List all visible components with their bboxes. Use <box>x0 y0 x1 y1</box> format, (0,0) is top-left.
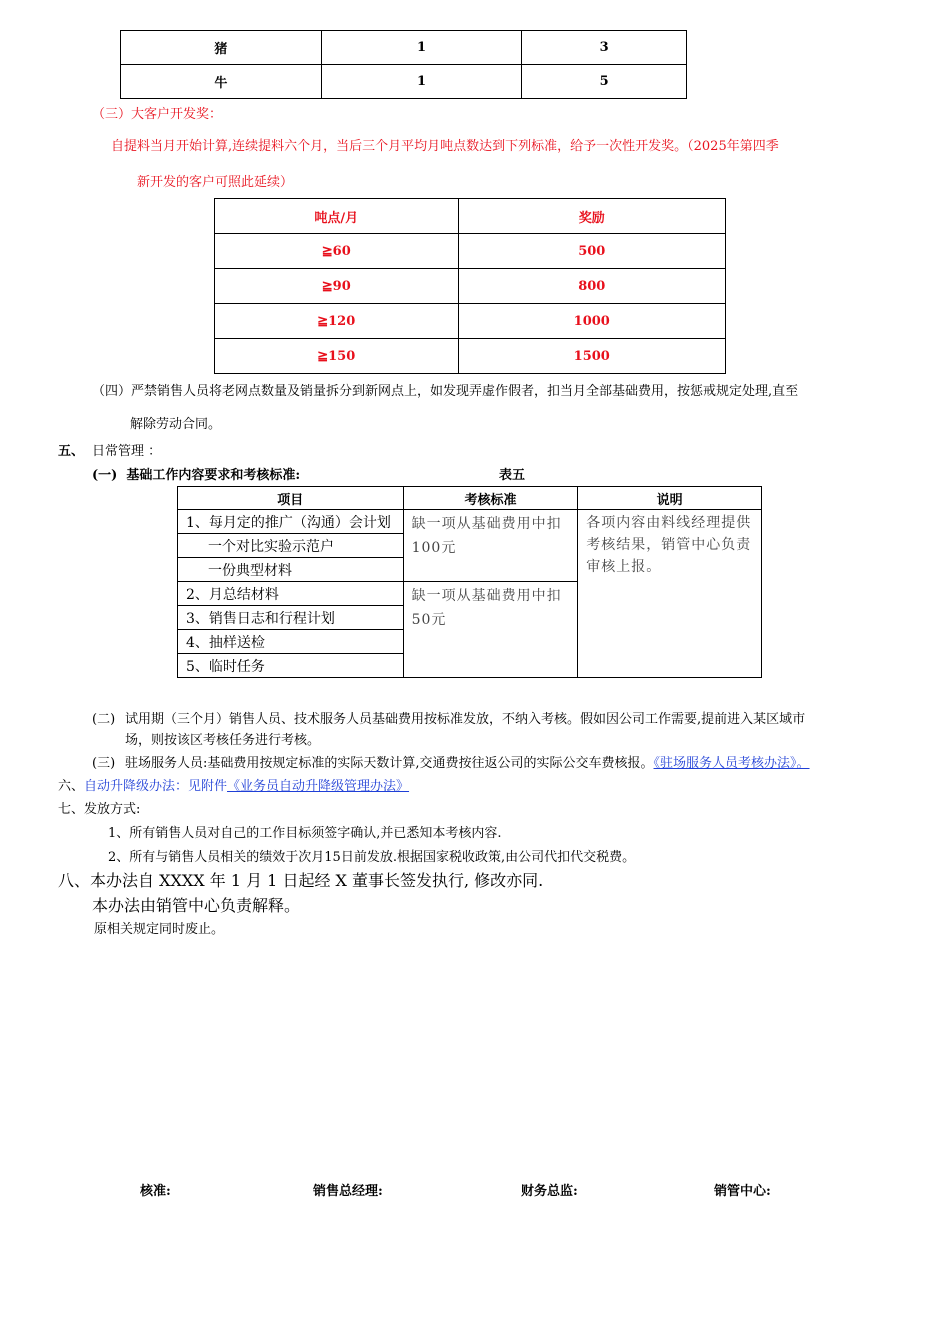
table-cell: 猪 <box>121 31 322 65</box>
standard-cell: 缺一项从基础费用中扣50元 <box>403 582 578 678</box>
table-row <box>215 304 726 339</box>
signature-finance-label: 财务总监: <box>521 1184 578 1199</box>
item-cell: 5、临时任务 <box>178 654 404 678</box>
section5-title: 日常管理 ： <box>92 444 162 459</box>
table-cell: ≧120 <box>215 304 459 339</box>
table-cell: 500 <box>458 234 725 269</box>
column-header: 项目 <box>178 487 404 510</box>
sub3-paragraph <box>125 752 810 771</box>
section5-subheading: (一) 基础工作内容要求和考核标准: <box>92 468 301 483</box>
table-row <box>215 234 726 269</box>
table-cell: 1500 <box>458 339 725 374</box>
table-cell: ≧90 <box>215 269 459 304</box>
sub3-label: (三) <box>92 756 116 771</box>
table-header-row <box>178 487 762 510</box>
table-cell: 牛 <box>121 65 322 99</box>
promotion-rules-link[interactable]: 《业务员自动升降级管理办法》 <box>227 779 410 794</box>
item-cell: 2、月总结材料 <box>178 582 404 606</box>
award-table <box>214 198 726 374</box>
table-cell: 1 <box>321 65 522 99</box>
item-cell: 1、每月定的推广（沟通）会计划 <box>178 510 404 534</box>
column-header: 说明 <box>578 487 762 510</box>
sub2-label: (二) <box>92 712 116 727</box>
signature-approve-label: 核准: <box>140 1184 171 1199</box>
signature-sales-gm-label: 销售总经理: <box>313 1184 383 1199</box>
section4-line2: 解除劳动合同。 <box>130 417 222 432</box>
section7-item2: 2、所有与销售人员相关的绩效于次月15日前发放.根据国家税收政策,由公司代扣代交税费。 <box>108 850 636 865</box>
table-cell: 800 <box>458 269 725 304</box>
section6-line <box>58 775 409 794</box>
item-cell: 一份典型材料 <box>178 558 404 582</box>
sub2-line2: 场，则按该区考核任务进行考核。 <box>125 733 321 748</box>
section6-text: 自动升降级办法：见附件 <box>84 779 228 794</box>
section5-number: 五、 <box>58 444 85 459</box>
table-row <box>178 510 762 534</box>
section7-item1: 1、所有销售人员对自己的工作目标须签字确认,并已悉知本考核内容. <box>108 826 502 841</box>
section3-paragraph-line2: 新开发的客户可照此延续） <box>137 175 294 190</box>
section6-number: 六、 <box>58 779 85 794</box>
table-cell: ≧60 <box>215 234 459 269</box>
table-row <box>215 269 726 304</box>
note-cell: 各项内容由料线经理提供考核结果，销管中心负责审核上报。 <box>578 510 762 678</box>
assessment-table <box>177 486 762 678</box>
column-header: 考核标准 <box>403 487 578 510</box>
table-cell: 1 <box>321 31 522 65</box>
sub3-text: 驻场服务人员:基础费用按规定标准的实际天数计算,交通费按往返公司的实际公交车费核报。 <box>125 756 654 771</box>
section8-line1: 八、本办法自 XXXX 年 1 月 1 日起经 X 董事长签发执行, 修改亦同. <box>58 871 544 890</box>
section7-title: 七、发放方式: <box>58 802 141 817</box>
table-cell: 3 <box>522 31 687 65</box>
item-cell: 3、销售日志和行程计划 <box>178 606 404 630</box>
table-row <box>121 65 687 99</box>
table-caption: 表五 <box>499 468 526 483</box>
section3-paragraph-line1: 自提料当月开始计算,连续提料六个月，当后三个月平均月吨点数达到下列标准，给予一次性开发奖。（2025年第四季 <box>111 139 779 154</box>
column-header: 奖励 <box>458 199 725 234</box>
column-header: 吨点/月 <box>215 199 459 234</box>
table-row <box>215 339 726 374</box>
table-row <box>121 31 687 65</box>
section8-line2: 本办法由销管中心负责解释。 <box>92 896 301 915</box>
table-cell: 1000 <box>458 304 725 339</box>
table-header-row <box>215 199 726 234</box>
stationed-staff-rules-link[interactable]: 《驻场服务人员考核办法》。 <box>653 756 810 771</box>
item-cell: 一个对比实验示范户 <box>178 534 404 558</box>
signature-sales-mgmt-label: 销管中心: <box>714 1184 771 1199</box>
section8-line3: 原相关规定同时废止。 <box>94 922 225 937</box>
standard-cell: 缺一项从基础费用中扣100元 <box>403 510 578 582</box>
section3-heading: （三）大客户开发奖： <box>92 107 223 122</box>
livestock-table <box>120 30 687 99</box>
table-cell: ≧150 <box>215 339 459 374</box>
sub2-line1: 试用期（三个月）销售人员、技术服务人员基础费用按标准发放，不纳入考核。假如因公司工作需要,提前进入某区域市 <box>125 712 806 727</box>
item-cell: 4、抽样送检 <box>178 630 404 654</box>
table-cell: 5 <box>522 65 687 99</box>
section4-line1: （四）严禁销售人员将老网点数量及销量拆分到新网点上，如发现弄虚作假者，扣当月全部基础费用，按惩戒规定处理,直至 <box>92 384 799 399</box>
